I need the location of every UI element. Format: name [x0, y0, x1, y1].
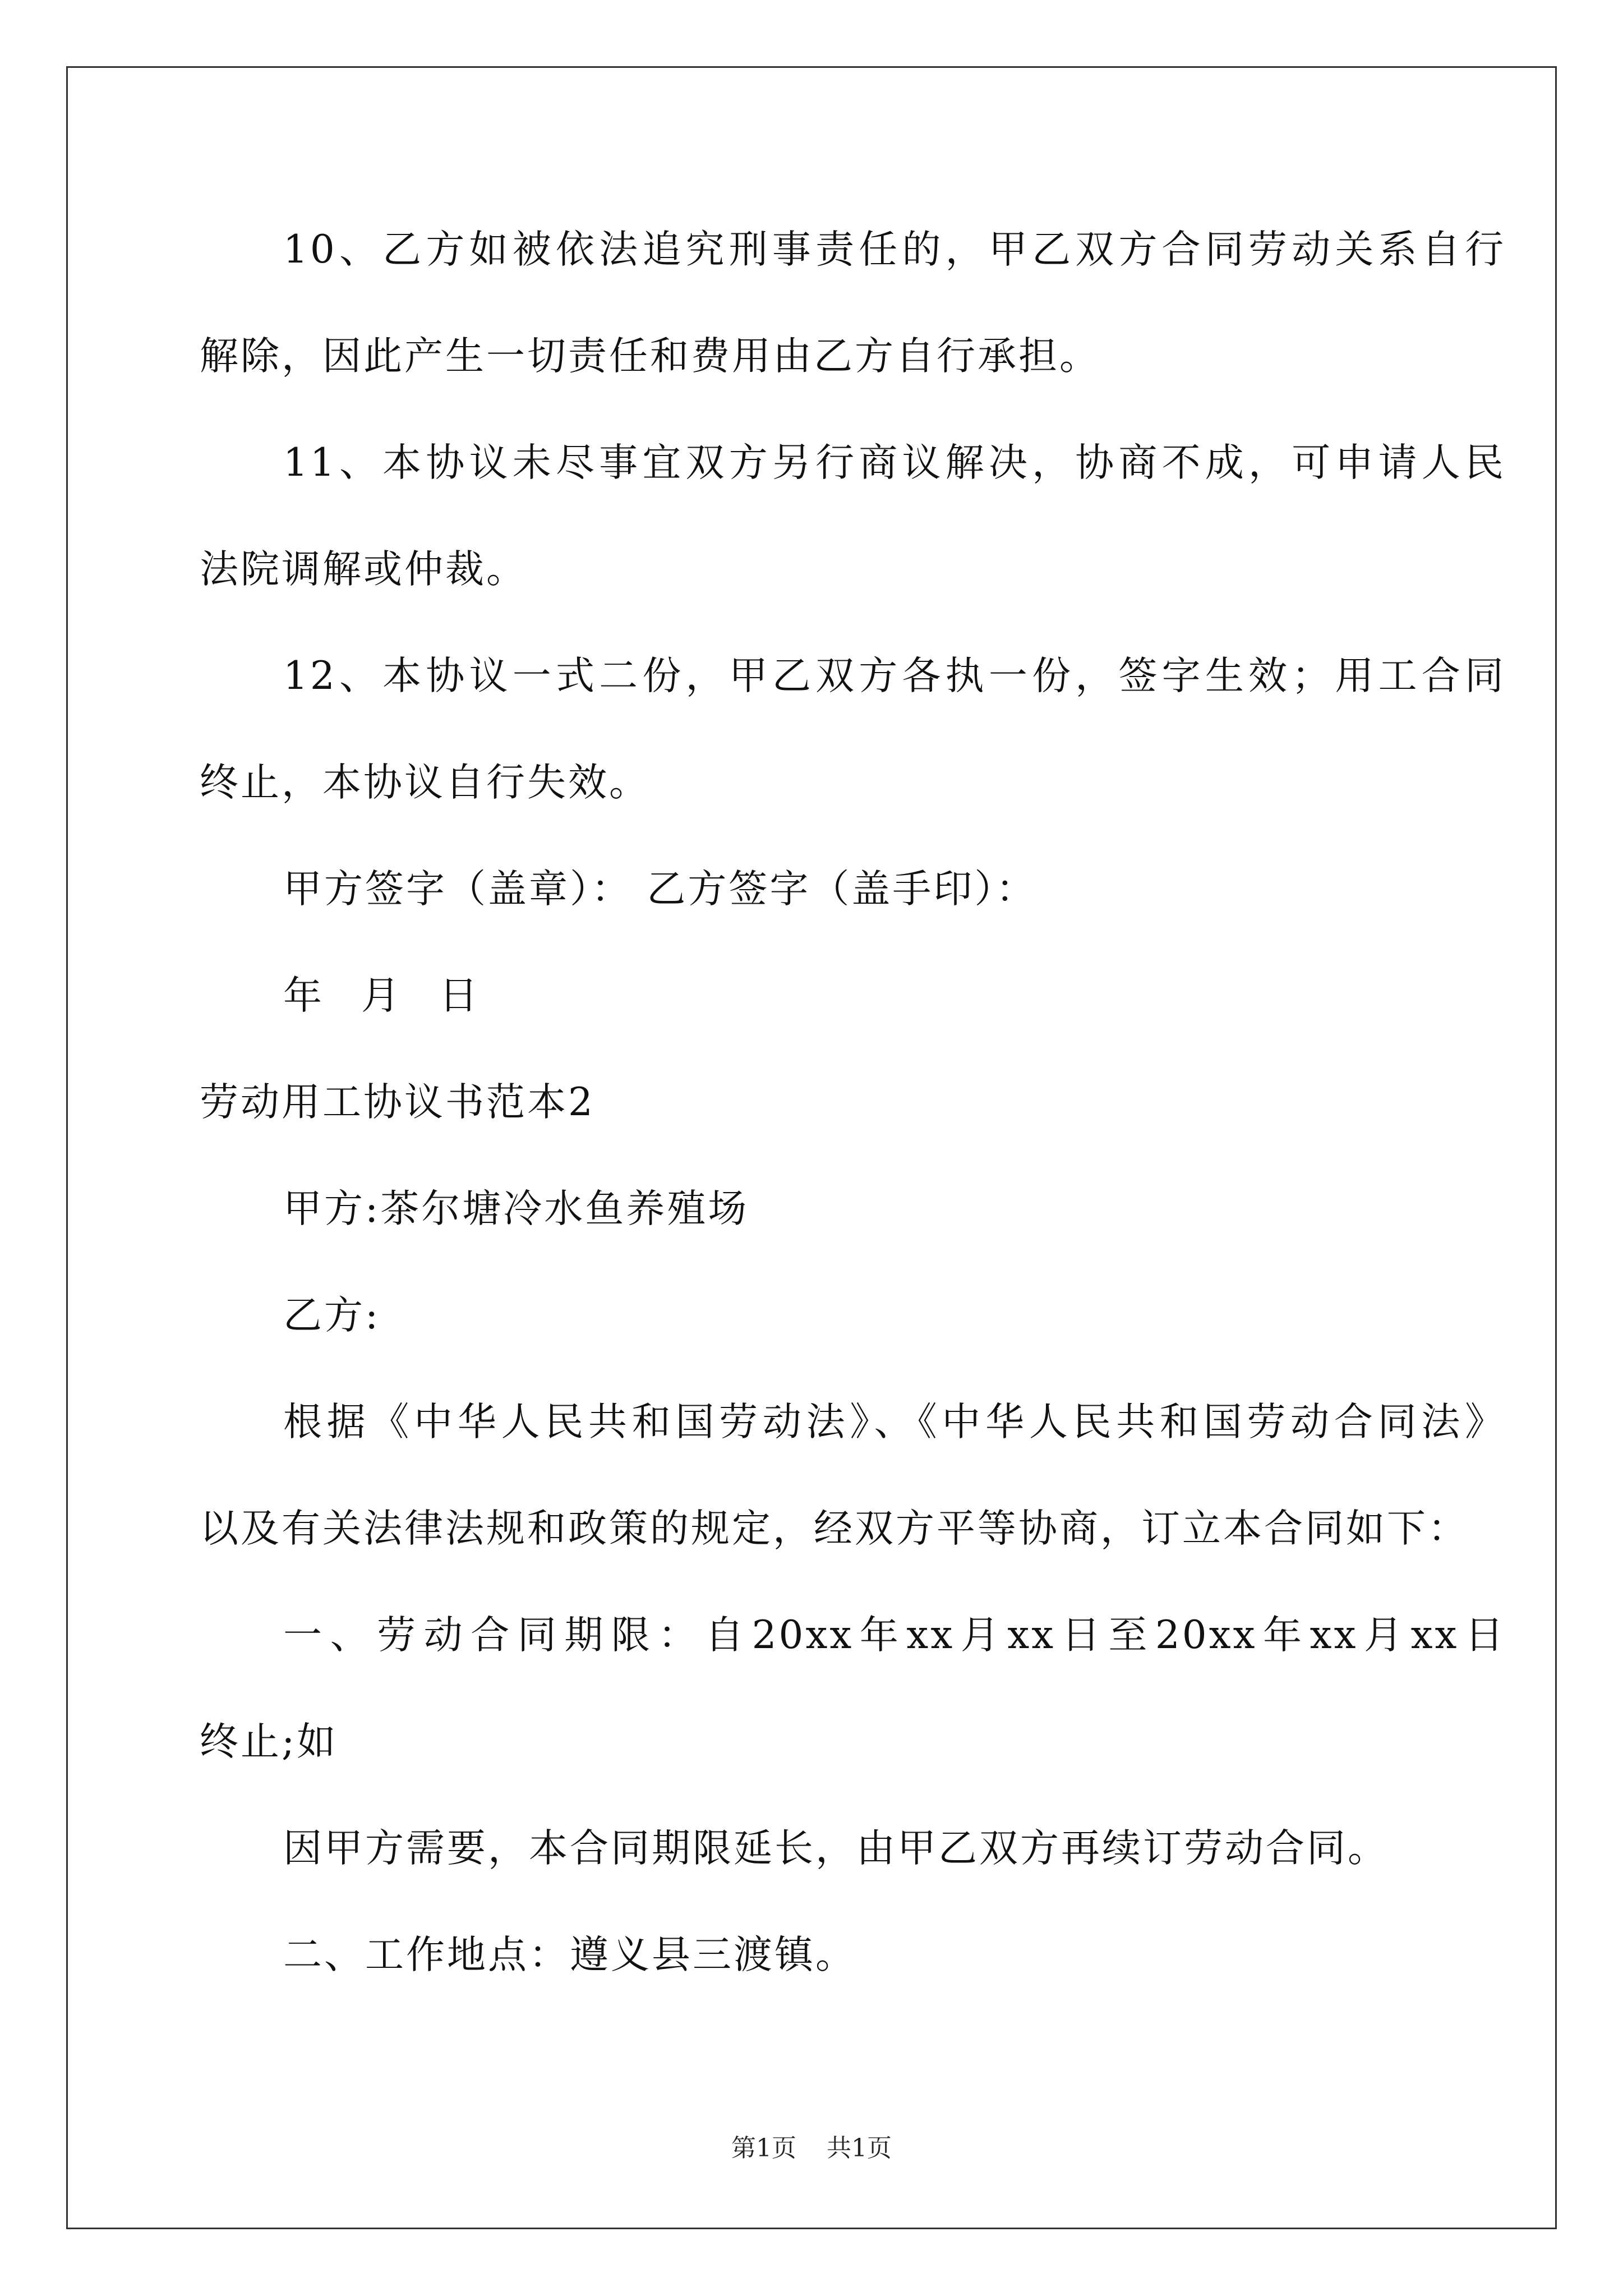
- signature-line: 甲方签字（盖章）： 乙方签字（盖手印）：: [283, 867, 1037, 912]
- page-total: 共1页: [827, 2134, 892, 2162]
- clause-11-line-2: 法院调解或仲裁。: [200, 547, 527, 592]
- section-title: 劳动用工协议书范本2: [200, 1080, 595, 1125]
- page-number: 第1页: [731, 2134, 796, 2162]
- party-a: 甲方:茶尔塘冷水鱼养殖场: [283, 1186, 749, 1231]
- party-b: 乙方:: [283, 1293, 381, 1338]
- term-line-2: 终止;如: [200, 1719, 338, 1764]
- term-line-3: 因甲方需要，本合同期限延长，由甲乙双方再续订劳动合同。: [283, 1826, 1389, 1871]
- clause-10-line-1: 10、乙方如被依法追究刑事责任的，甲乙双方合同劳动关系自行: [283, 227, 1506, 272]
- clause-11-line-1: 11、本协议未尽事宜双方另行商议解决，协商不成，可申请人民: [283, 440, 1506, 485]
- clause-12-line-1: 12、本协议一式二份，甲乙双方各执一份，签字生效；用工合同: [283, 654, 1506, 698]
- clause-12-line-2: 终止，本协议自行失效。: [200, 760, 650, 805]
- page-footer: [0, 2134, 1623, 2162]
- page-frame: [66, 66, 1557, 2229]
- work-location: 二、工作地点：遵义县三渡镇。: [283, 1932, 856, 1977]
- date-line: 年 月 日: [283, 973, 480, 1018]
- basis-line-1: 根据《中华人民共和国劳动法》、《中华人民共和国劳动合同法》: [283, 1400, 1506, 1444]
- basis-line-2: 以及有关法律法规和政策的规定，经双方平等协商，订立本合同如下：: [200, 1506, 1469, 1551]
- term-line-1: 一、劳动合同期限：自20xx年xx月xx日至20xx年xx月xx日: [283, 1613, 1506, 1658]
- clause-10-line-2: 解除，因此产生一切责任和费用由乙方自行承担。: [200, 334, 1100, 379]
